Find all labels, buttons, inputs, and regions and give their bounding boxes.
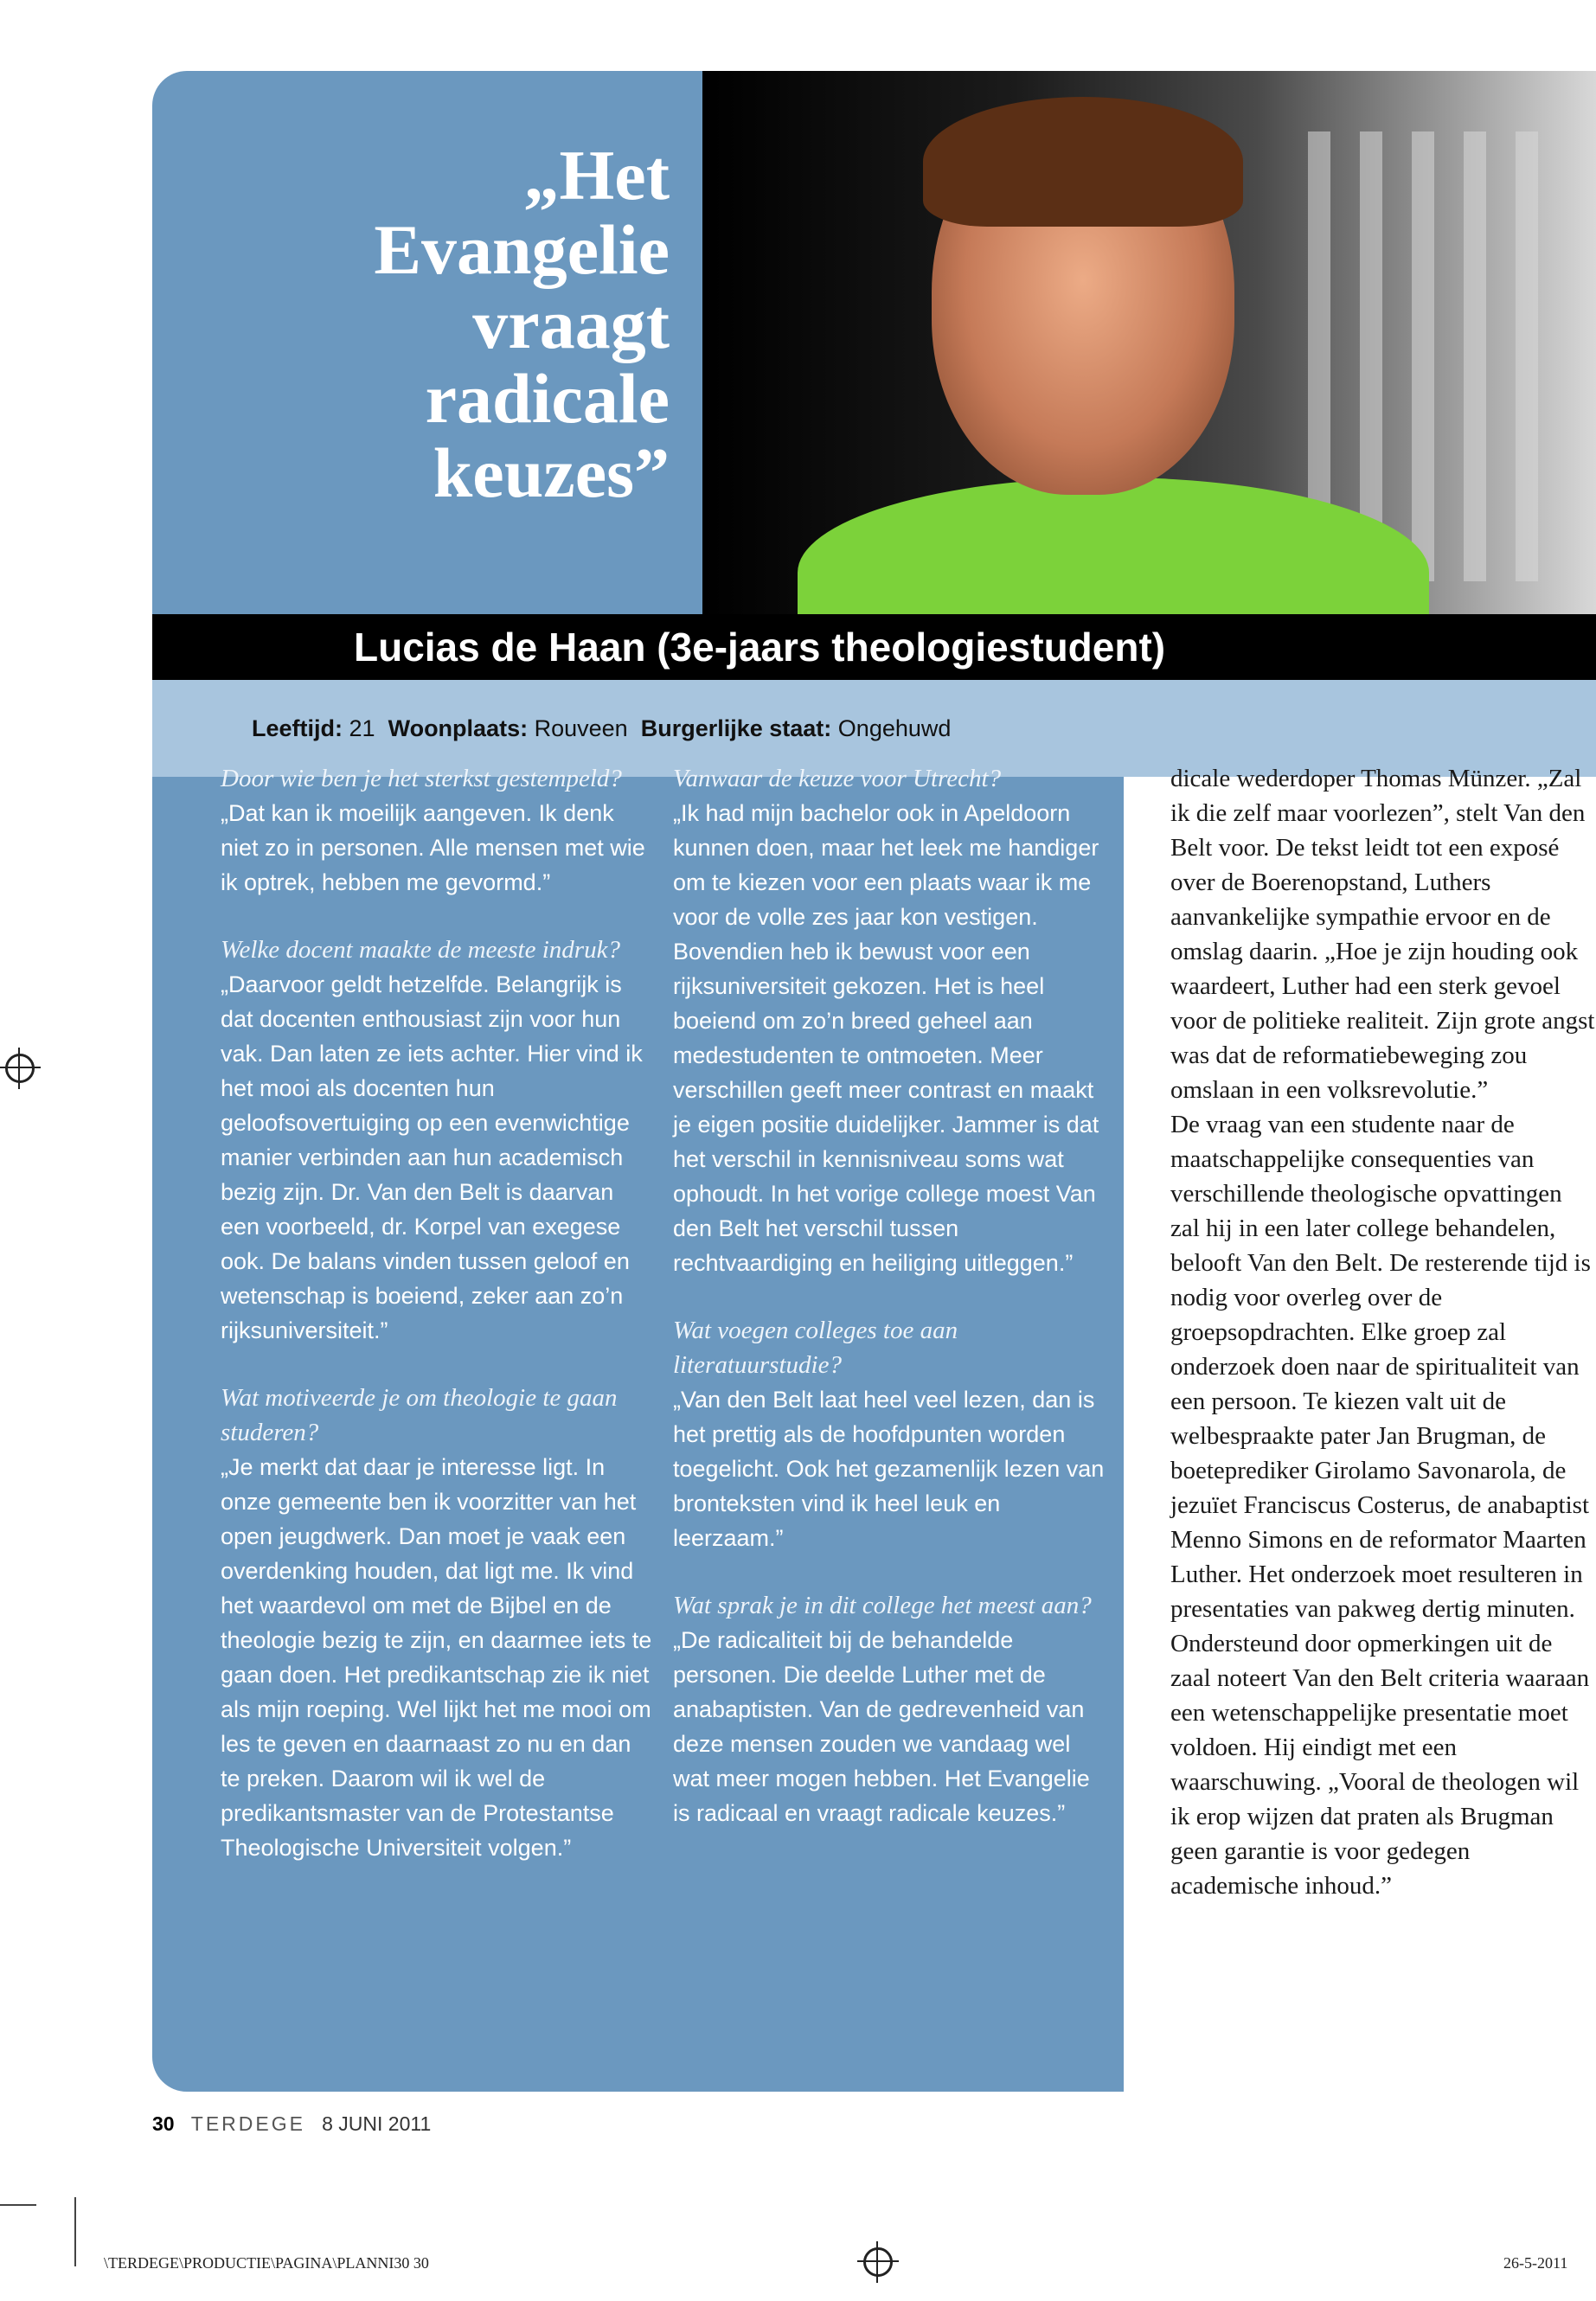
window-blind: [1516, 131, 1538, 581]
interview-question: Wat sprak je in dit college het meest aan?: [673, 1592, 1092, 1619]
interview-answer: „Dat kan ik moeilijk aangeven. Ik denk niet zo in personen. Alle mensen met wie ik optrek, hebben me gevormd.”: [221, 800, 645, 895]
registration-mark-icon: [5, 1054, 35, 1083]
interview-answer: „Ik had mijn bachelor ook in Apeldoorn kunnen doen, maar het leek me handiger om te kiezen voor een plaats waar ik me voor de volle zes jaar kon vestigen. Bovendien heb ik bewust voor een rijksuniversiteit gekozen. Het is heel boeiend om zo’n breed geheel aan medestudenten te ontmoeten. Meer verschillen geeft meer contrast en maakt je eigen positie duidelijker. Jammer is dat het verschil in kennisniveau soms wat ophoudt. In het vorige college moest Van den Belt het verschil tussen rechtvaardiging en heiliging uitleggen.”: [673, 800, 1099, 1276]
magazine-name: TERDEGE: [190, 2112, 305, 2135]
interview-answer: „Daarvoor geldt hetzelfde. Belangrijk is dat docenten enthousiast zijn voor hun vak. Dan laten ze iets achter. Hier vind ik het mooi als docenten hun geloofsovertuiging op een evenwichtige manier verbinden aan hun academisch bezig zijn. Dr. Van den Belt is daarvan een voorbeeld, dr. Korpel van exegese ook. De balans vinden tussen geloof en wetenschap is boeiend, zeker aan zo’n rijksuniversiteit.”: [221, 971, 643, 1343]
headline: [374, 138, 670, 510]
window-blind: [1412, 131, 1434, 581]
info-line: [252, 711, 951, 746]
issue-date: 8 JUNI 2011: [322, 2112, 432, 2135]
status-value: Ongehuwd: [837, 715, 952, 741]
name-bar: [152, 614, 1596, 680]
headline-panel: [152, 71, 702, 614]
headline-line: vraagt: [472, 285, 670, 363]
residence-label: Woonplaats:: [388, 715, 529, 741]
status-label: Burgerlijke staat:: [640, 715, 832, 741]
portrait-hair: [923, 97, 1243, 227]
headline-line: Evangelie: [374, 210, 670, 289]
article-paragraph: De vraag van een studente naar de maatschappelijke consequenties van verschillende theologische opvattingen zal hij in een later college behandelen, belooft Van den Belt. De resterende tijd is nodig voor overleg over de groepsopdrachten. Elke groep zal onderzoek doen naar de spiritualiteit van een persoon. Te kiezen valt uit de welbespraakte pater Jan Brugman, de boeteprediker Girolamo Savonarola, de jezuïet Franciscus Costerus, de anabaptist Menno Simons en de reformator Maarten Luther. Het onderzoek moet resulteren in presentaties van pakweg dertig minuten. Ondersteund door opmerkingen uit de zaal noteert Van den Belt criteria waaraan een wetenschappelijke presentatie moet voldoen. Hij eindigt met een waarschuwing. „Vooral de theologen wil ik erop wijzen dat praten als Brugman geen garantie is voor gedegen academische inhoud.”: [1170, 1111, 1591, 1900]
article-paragraph: dicale wederdoper Thomas Münzer. „Zal ik die zelf maar voorlezen”, stelt Van den Belt voor. De tekst leidt tot een exposé over de Boerenopstand, Luthers aanvankelijke sympathie ervoor en de omslag daarin. „Hoe je zijn houding ook waardeert, Luther had een sterk gevoel voor de politieke realiteit. Zijn grote angst was dat de reformatiebeweging zou omslaan in een volksrevolutie.”: [1170, 765, 1595, 1104]
page-number: 30: [152, 2112, 175, 2135]
age-label: Leeftijd:: [252, 715, 343, 741]
crop-mark: [74, 2197, 76, 2266]
headline-line: „Het: [523, 136, 670, 215]
interview-question: Door wie ben je het sterkst gestempeld?: [221, 765, 622, 792]
portrait-shirt: [798, 478, 1429, 614]
interview-column-1: [221, 761, 653, 1898]
interview-question: Wat motiveerde je om theologie te gaan studeren?: [221, 1384, 618, 1446]
interview-answer: „Je merkt dat daar je interesse ligt. In onze gemeente ben ik voorzitter van het open jeugdwerk. Dan moet je vaak een overdenking houden, dat ligt me. Ik vind het waardevol om met de Bijbel en de theologie bezig te zijn, en daarmee iets te gaan doen. Het predikantschap zie ik niet als mijn roeping. Wel lijkt het me mooi om les te geven en daarnaast zo nu en dan te preken. Daarom wil ik wel de predikantsmaster van de Protestantse Theologische Universiteit volgen.”: [221, 1454, 652, 1861]
print-slug-date: 26-5-2011: [1503, 2254, 1568, 2272]
portrait-photo: [702, 71, 1596, 614]
age-value: 21: [349, 715, 375, 741]
interview-question: Welke docent maakte de meeste indruk?: [221, 936, 620, 964]
residence-value: Rouveen: [534, 715, 628, 741]
subject-name: Lucias de Haan (3e-jaars theologiestudent): [354, 625, 1166, 670]
page-footer: [152, 2111, 431, 2137]
print-slug-path: \TERDEGE\PRODUCTIE\PAGINA\PLANNI30 30: [104, 2254, 429, 2272]
interview-column-2: [673, 761, 1106, 1863]
headline-line: radicale: [425, 359, 670, 438]
interview-answer: „De radicaliteit bij de behandelde personen. Die deelde Luther met de anabaptisten. Van de gedrevenheid van deze mensen zouden we vandaag wel wat meer mogen hebben. Het Evangelie is radicaal en vraagt radicale keuzes.”: [673, 1627, 1090, 1826]
registration-mark-icon: [863, 2247, 893, 2277]
window-blind: [1464, 131, 1486, 581]
crop-mark: [0, 2204, 36, 2206]
headline-line: keuzes”: [433, 433, 670, 512]
article-column: [1170, 761, 1596, 1903]
interview-answer: „Van den Belt laat heel veel lezen, dan is het prettig als de hoofdpunten worden toegelicht. Ook het gezamenlijk lezen van bronteksten vind ik heel leuk en leerzaam.”: [673, 1387, 1105, 1551]
interview-question: Vanwaar de keuze voor Utrecht?: [673, 765, 1002, 792]
interview-question: Wat voegen colleges toe aan literatuurstudie?: [673, 1317, 958, 1379]
